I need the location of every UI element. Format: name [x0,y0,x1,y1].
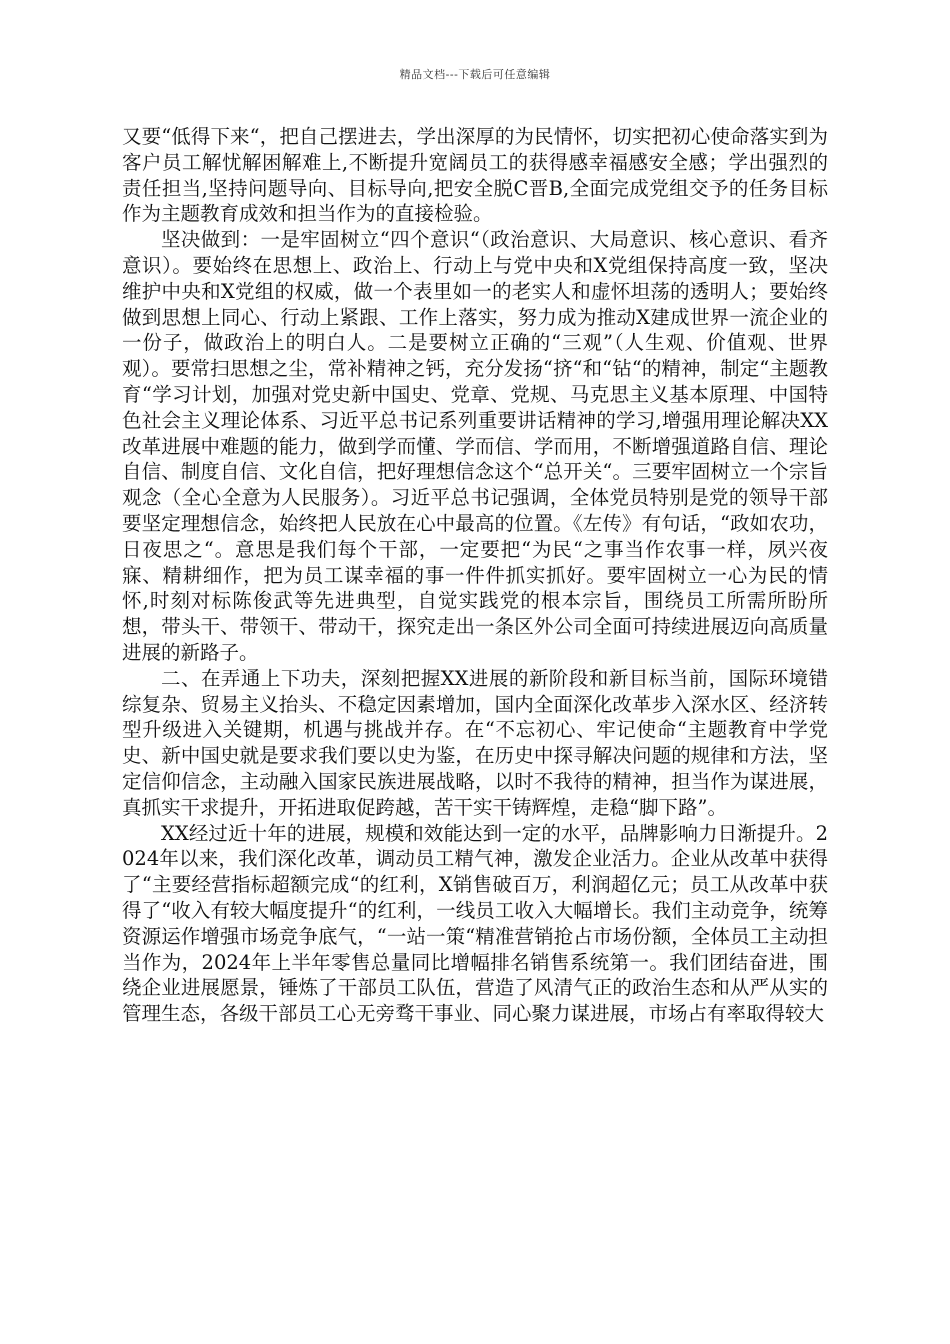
paragraph-3: 二、在弄通上下功夫，深刻把握XX进展的新阶段和新目标当前，国际环境错综复杂、贸易主义抬头、不稳定因素增加，国内全面深化改革步入深水区、经济转型升级进入关键期，机遇与挑战并存。在“不忘初心、牢记使命“主题教育中学党史、新中国史就是要求我们要以史为鉴，在历史中探寻解决问题的规律和方法，坚定信仰信念，主动融入国家民族进展战略，以时不我待的精神，担当作为谋进展，真抓实干求提升，开拓进取促跨越，苦干实干铸辉煌，走稳“脚下路”。 [122,666,828,819]
document-body [122,124,828,1027]
page-header: 精品文档---下载后可任意编辑 [399,68,551,81]
paragraph-1: 又要“低得下来“，把自己摆进去，学出深厚的为民情怀，切实把初心使命落实到为客户员工解忧解困解难上,不断提升宽阔员工的获得感幸福感安全感；学出强烈的责任担当,坚持问题导向、目标导向,把安全脱C晋B,全面完成党组交予的任务目标作为主题教育成效和担当作为的直接检验。 [122,125,828,226]
paragraph-2: 坚决做到：一是牢固树立“四个意识“（政治意识、大局意识、核心意识、看齐意识）。要始终在思想上、政治上、行动上与党中央和X党组保持高度一致，坚决维护中央和X党组的权威，做一个表里如一的老实人和虚怀坦荡的透明人；要始终做到思想上同心、行动上紧跟、工作上落实，努力成为推动X建成世界一流企业的一份子，做政治上的明白人。二是要树立正确的“三观”（人生观、价值观、世界观）。要常扫思想之尘，常补精神之钙，充分发扬“挤“和“钻“的精神，制定“主题教育“学习计划，加强对党史新中国史、党章、党规、马克思主义基本原理、中国特色社会主义理论体系、习近平总书记系列重要讲话精神的学习,增强用理论解决XX改革进展中难题的能力，做到学而懂、学而信、学而用，不断增强道路自信、理论自信、制度自信、文化自信，把好理想信念这个“总开关“。三要牢固树立一个宗旨观念（全心全意为人民服务）。习近平总书记强调，全体党员特别是党的领导干部要坚定理想信念，始终把人民放在心中最高的位置。《左传》有句话，“政如农功，日夜思之“。意思是我们每个干部，一定要把“为民“之事当作农事一样，夙兴夜寐、精耕细作，把为员工谋幸福的事一件件抓实抓好。要牢固树立一心为民的情怀,时刻对标陈俊武等先进典型，自觉实践党的根本宗旨，围绕员工所需所盼所想，带头干、带领干、带动干，探究走出一条区外公司全面可持续进展迈向高质量进展的新路子。 [122,228,828,664]
paragraph-4: XX经过近十年的进展，规模和效能达到一定的水平，品牌影响力日渐提升。2024年以来，我们深化改革，调动员工精气神，激发企业活力。企业从改革中获得了“主要经营指标超额完成“的红利，X销售破百万，利润超亿元；员工从改革中获得了“收入有较大幅度提升“的红利，一线员工收入大幅增长。我们主动竞争，统筹资源运作增强市场竞争底气，“一站一策“精准营销抢占市场份额，全体员工主动担当作为，2024年上半年零售总量同比增幅排名销售系统第一。我们团结奋进，围绕企业进展愿景，锤炼了干部员工队伍，营造了风清气正的政治生态和从严从实的管理生态，各级干部员工心无旁骛干事业、同心聚力谋进展，市场占有率取得较大 [122,821,828,1026]
